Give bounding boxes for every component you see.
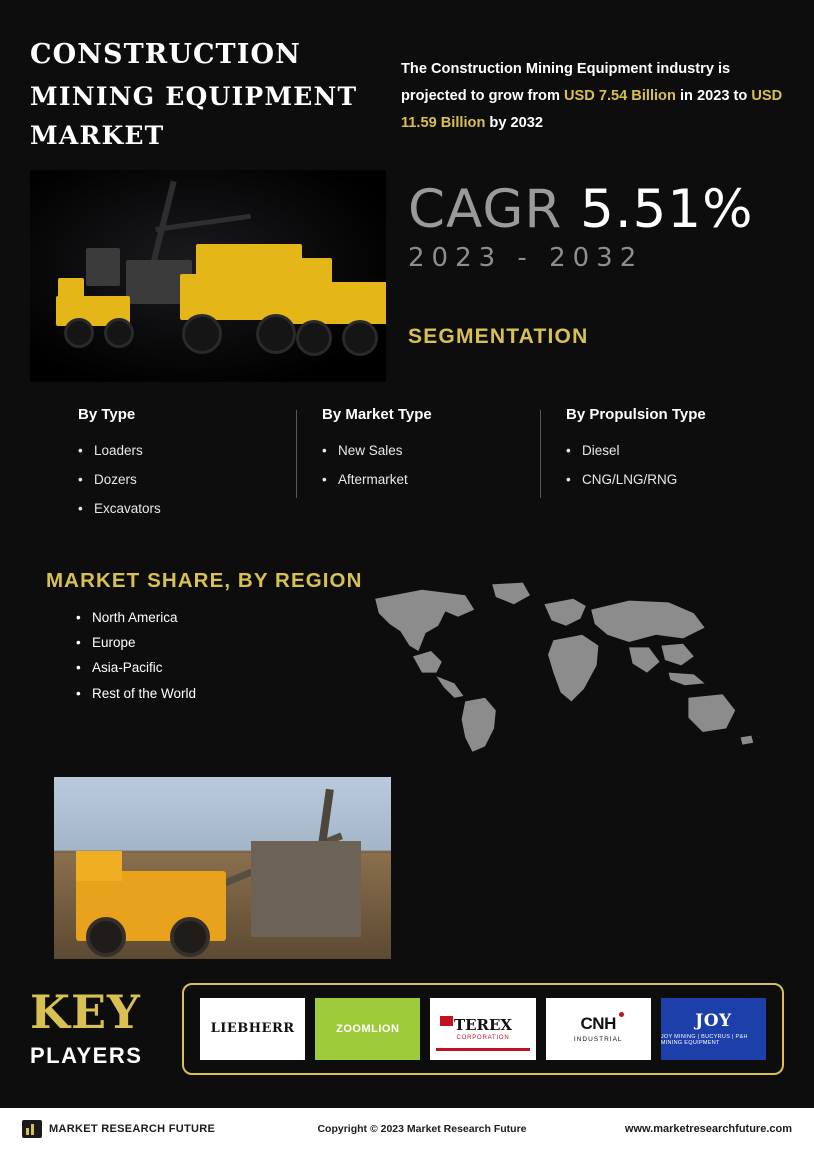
cagr-years: 2023 - 2032: [408, 243, 644, 274]
intro-block: [395, 34, 784, 156]
segment-item: • CNG/LNG/RNG: [566, 465, 766, 494]
segmentation-section: [30, 406, 784, 523]
segment-title: By Type: [78, 405, 136, 423]
wheel: [342, 320, 378, 356]
region-item: • Europe: [76, 632, 300, 654]
cagr-block: [386, 170, 784, 382]
segment-title: By Market Type: [322, 405, 432, 423]
intro-value-2: USD 11.59 Billion: [401, 87, 783, 131]
intro-part-1: The Construction Mining Equipment industry is projected to grow from: [401, 61, 731, 104]
segment-column-market-type: [296, 406, 540, 523]
wheel: [182, 314, 222, 354]
logo-terex-subtext: CORPORATION: [456, 1035, 510, 1042]
wheel: [104, 318, 134, 348]
segment-column-propulsion-type: [540, 406, 784, 523]
intro-value-1: USD 7.54 Billion: [563, 87, 676, 104]
header: [0, 0, 814, 156]
key-players-line-1: KEY: [30, 984, 141, 1039]
logo-cnh-subtext: INDUSTRIAL: [573, 1036, 623, 1044]
haul-truck-bed: [196, 244, 302, 278]
dump-truck-wheel: [86, 917, 126, 957]
segment-title: By Propulsion Type: [566, 405, 706, 423]
terex-mark-icon: [440, 1016, 453, 1026]
logos-container: [182, 983, 784, 1075]
world-map: [300, 579, 814, 759]
small-truck-cab: [58, 278, 84, 298]
segment-item: • Loaders: [78, 436, 278, 465]
mining-site-photo: [54, 777, 391, 959]
dump-truck-cab: [76, 851, 122, 881]
segment-item: • Aftermarket: [322, 465, 522, 494]
logo-icon: [22, 1120, 42, 1138]
key-players-section: [30, 983, 784, 1075]
logo-liebherr-text: LIEBHERR: [210, 1021, 295, 1037]
brand: [22, 1120, 282, 1138]
key-players-label: [30, 984, 182, 1069]
region-item: • North America: [76, 607, 300, 629]
logo-zoomlion-text: ZOOMLION: [336, 1022, 400, 1035]
logo-joy-subtext: JOY MINING | BUCYRUS | P&H MINING EQUIPMENT: [660, 1034, 748, 1047]
hero-and-cagr: [0, 156, 814, 382]
logo-terex-text: TEREX: [453, 1016, 513, 1035]
brand-name: MARKET RESEARCH FUTURE: [49, 1123, 216, 1135]
logo-joy: [661, 998, 766, 1060]
logo-cnh-industrial: [546, 998, 651, 1060]
title-line-3: MARKET: [30, 121, 165, 151]
segment-item: • Dozers: [78, 465, 278, 494]
title-line-1: CONSTRUCTION: [30, 39, 301, 70]
mining-equipment-photo: [30, 170, 386, 382]
intro-part-2: in 2023 to: [675, 87, 752, 104]
logo-cnh-text: CNH: [580, 1014, 616, 1034]
cagr-line: [408, 178, 784, 240]
terex-bar-icon: [436, 1048, 529, 1051]
intro-part-3: by 2032: [485, 114, 543, 131]
logo-joy-text: JOY: [695, 1011, 732, 1032]
website-url[interactable]: www.marketresearchfuture.com: [624, 1123, 792, 1135]
copyright-text: Copyright © 2023 Market Research Future: [317, 1123, 527, 1135]
region-item: • Rest of the World: [76, 683, 300, 705]
cagr-label: CAGR: [408, 178, 563, 240]
haul-truck-body: [180, 274, 300, 320]
logo-zoomlion: [315, 998, 420, 1060]
region-item: • Asia-Pacific: [76, 657, 300, 679]
wheel: [296, 320, 332, 356]
cagr-value: 5.51%: [580, 178, 754, 240]
wheel: [256, 314, 296, 354]
mining-shovel: [251, 841, 361, 937]
segmentation-heading: SEGMENTATION: [408, 325, 589, 349]
page-title: [30, 34, 395, 156]
articulated-truck-cab: [292, 258, 332, 286]
region-section: [0, 607, 814, 759]
segment-column-type: [78, 406, 296, 523]
segment-item: • Excavators: [78, 494, 278, 523]
segment-item: • New Sales: [322, 436, 522, 465]
region-list: [0, 607, 300, 759]
cnh-dot-icon: [619, 1012, 624, 1017]
segment-item: • Diesel: [566, 436, 766, 465]
key-players-line-2: PLAYERS: [30, 1042, 143, 1068]
title-line-2: MINING EQUIPMENT: [30, 81, 358, 111]
logo-terex: [430, 998, 535, 1060]
region-heading: MARKET SHARE, BY REGION: [46, 568, 363, 592]
logo-liebherr: [200, 998, 305, 1060]
dump-truck-wheel: [170, 917, 210, 957]
excavator-bucket: [86, 248, 120, 286]
world-map-icon: [300, 579, 814, 759]
articulated-truck-body: [288, 282, 386, 324]
footer: [0, 1108, 814, 1150]
intro-text: [401, 56, 784, 137]
wheel: [64, 318, 94, 348]
